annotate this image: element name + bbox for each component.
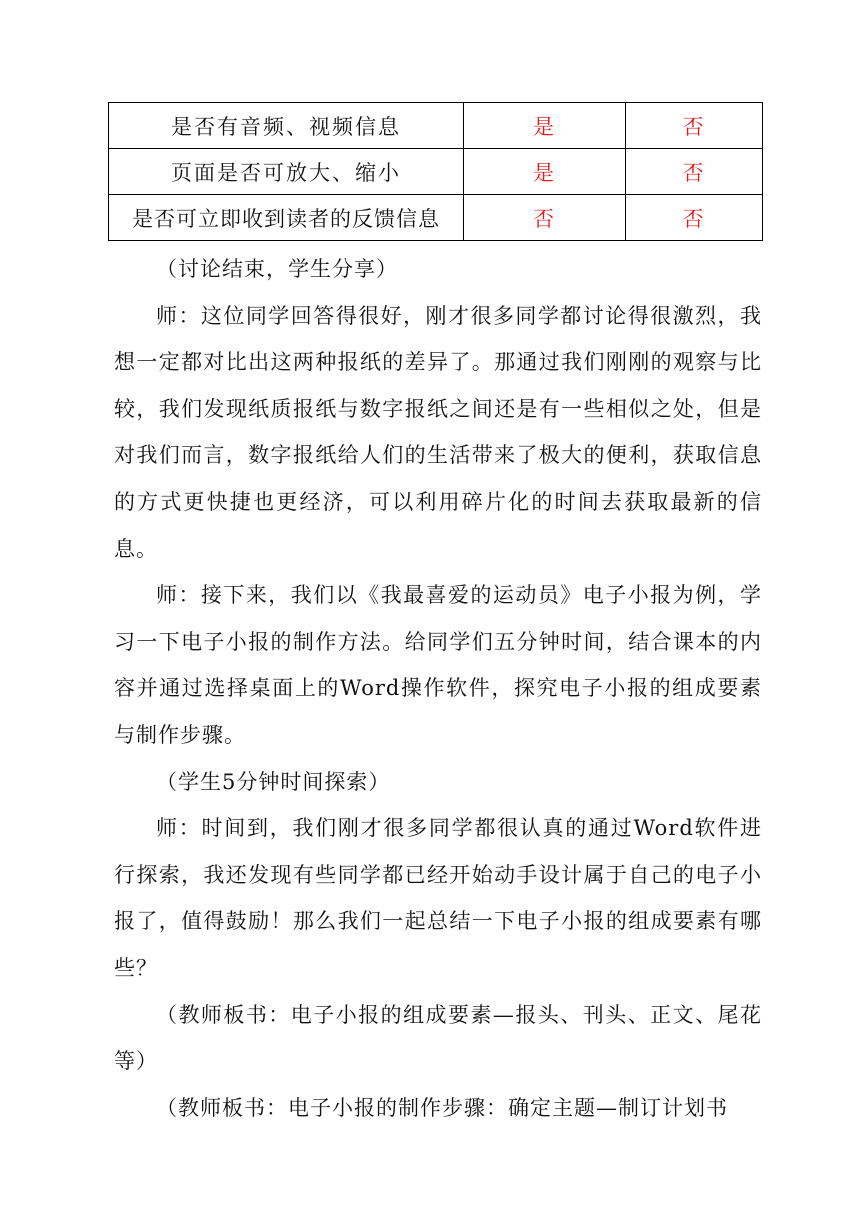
row-label: 页面是否可放大、缩小 <box>109 149 464 195</box>
table-row <box>109 195 763 241</box>
table-row <box>109 149 763 195</box>
stage-direction: （教师板书：电子小报的组成要素—报头、刊头、正文、尾花等） <box>114 1002 762 1074</box>
paragraph: 师：时间到，我们刚才很多同学都很认真的通过Word软件进行探索，我还发现有些同学都已经开始动手设计属于自己的电子小报了，值得鼓励！那么我们一起总结一下电子小报的组成要素有哪些？ <box>114 816 762 980</box>
row-label: 是否有音频、视频信息 <box>109 103 464 149</box>
body-text <box>114 246 762 1131</box>
stage-direction: （学生5分钟时间探索） <box>156 769 391 794</box>
paper-newspaper-value: 是 <box>464 149 626 195</box>
paper-newspaper-value: 否 <box>464 195 626 241</box>
paragraph: 师：这位同学回答得很好，刚才很多同学都讨论得很激烈，我想一定都对比出这两种报纸的差异了。那通过我们刚刚的观察与比较，我们发现纸质报纸与数字报纸之间还是有一些相似之处，但是对我们而言，数字报纸给人们的生活带来了极大的便利，获取信息的方式更快捷也更经济，可以利用碎片化的时间去获取最新的信息。 <box>114 303 762 561</box>
table-row <box>109 103 763 149</box>
digital-newspaper-value: 否 <box>626 195 763 241</box>
digital-newspaper-value: 否 <box>626 149 763 195</box>
row-label: 是否可立即收到读者的反馈信息 <box>109 195 464 241</box>
paper-newspaper-value: 是 <box>464 103 626 149</box>
digital-newspaper-value: 否 <box>626 103 763 149</box>
stage-direction: （讨论结束，学生分享） <box>156 257 398 281</box>
paragraph: 师：接下来，我们以《我最喜爱的运动员》电子小报为例，学习一下电子小报的制作方法。给同学们五分钟时间，结合课本的内容并通过选择桌面上的Word操作软件，探究电子小报的组成要素与制作步骤。 <box>114 583 762 747</box>
stage-direction: （教师板书：电子小报的制作步骤：确定主题—制订计划书 <box>156 1095 728 1120</box>
comparison-table <box>108 102 763 241</box>
